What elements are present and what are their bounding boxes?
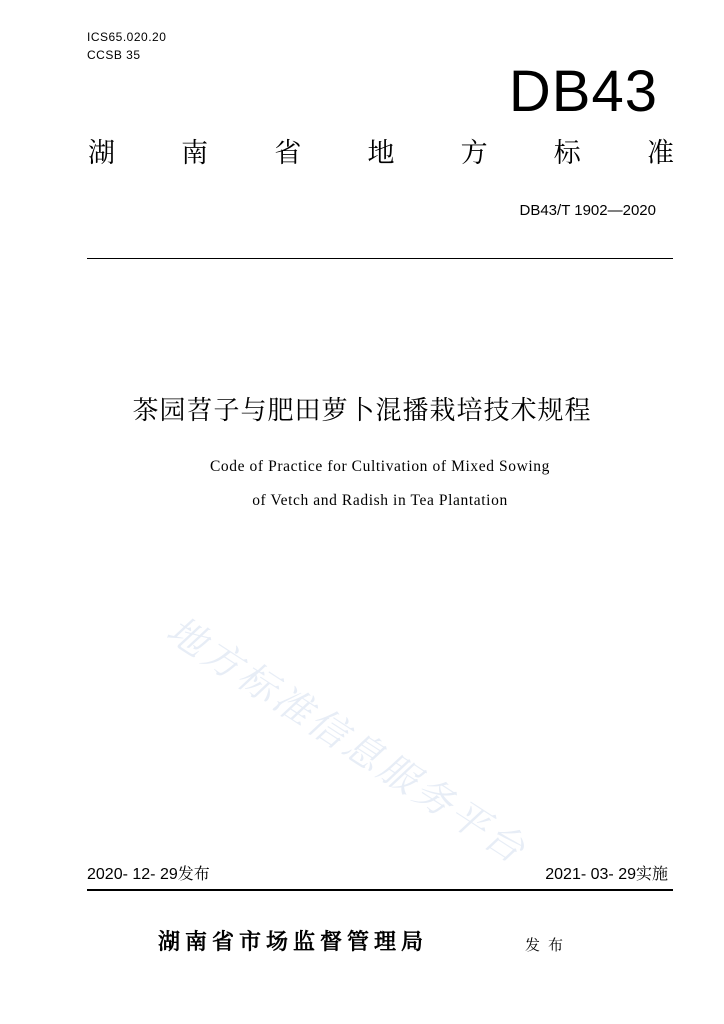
document-title-chinese: 茶园苕子与肥田萝卜混播栽培技术规程 <box>132 396 592 426</box>
standard-type-char: 南 <box>181 138 209 169</box>
issuing-authority: 湖南省市场监督管理局 <box>158 930 429 955</box>
publish-label: 发布 <box>525 936 572 954</box>
standard-type <box>88 136 674 172</box>
top-divider <box>87 258 673 259</box>
classification-codes <box>87 28 166 64</box>
standard-type-char: 准 <box>646 138 674 169</box>
implementation-date: 2021- 03- 29实施 <box>545 866 668 883</box>
standard-type-char: 省 <box>274 138 302 169</box>
standard-type-char: 方 <box>460 138 488 169</box>
bottom-divider <box>87 889 673 891</box>
document-title-english-line1: Code of Practice for Cultivation of Mixed Sowing <box>209 458 551 475</box>
watermark: 地方标准信息服务平台 <box>159 607 536 874</box>
standard-number: DB43/T 1902—2020 <box>519 202 656 219</box>
standard-type-char: 湖 <box>88 138 115 169</box>
document-title-english-line2: of Vetch and Radish in Tea Plantation <box>252 492 508 509</box>
standard-type-char: 地 <box>367 138 395 169</box>
db-logo: DB43 <box>508 59 658 124</box>
ics-code: ICS65.020.20 <box>87 30 167 44</box>
ccs-code: CCSB 35 <box>87 48 141 62</box>
standard-type-char: 标 <box>553 138 581 169</box>
issue-date: 2020- 12- 29发布 <box>87 866 210 883</box>
